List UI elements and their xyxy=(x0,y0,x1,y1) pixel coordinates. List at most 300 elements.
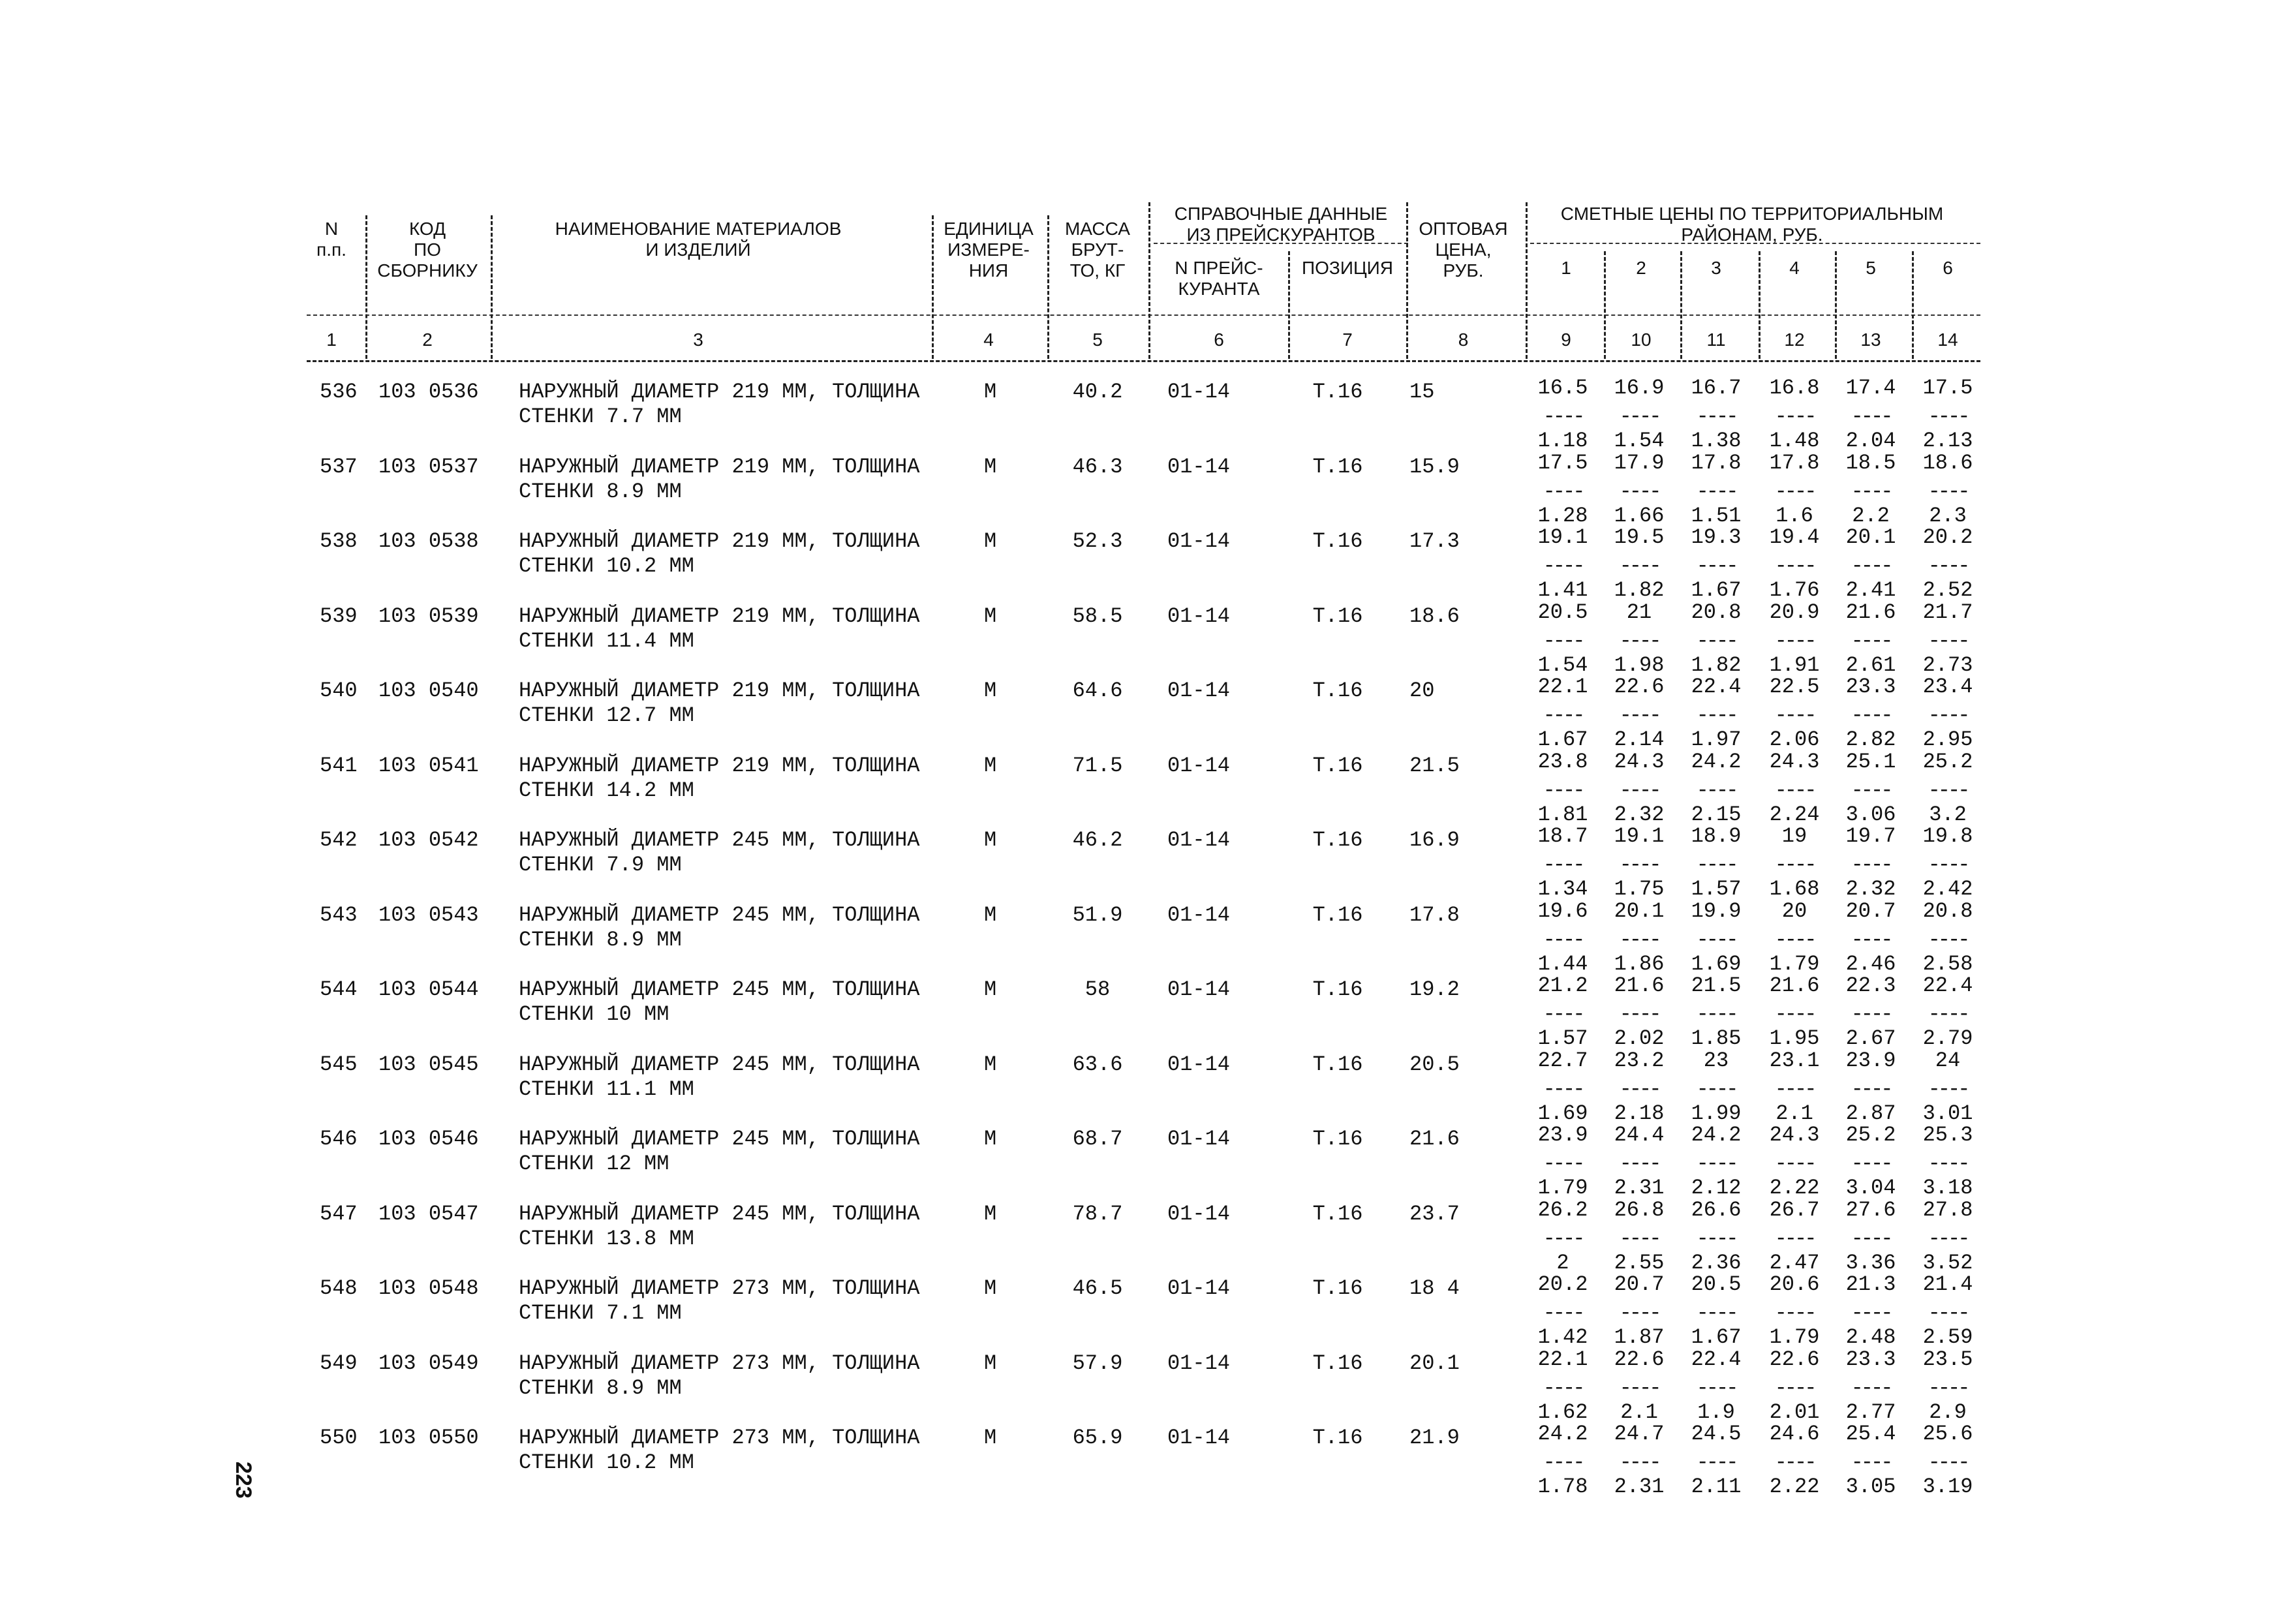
region-price-divider: ---- xyxy=(1543,778,1583,803)
region-price-divider: ---- xyxy=(1774,1450,1815,1475)
region-price-divider: ---- xyxy=(1928,1227,1968,1251)
region-price-divider: ---- xyxy=(1774,1152,1815,1176)
region-price-divider: ---- xyxy=(1696,853,1736,877)
region-price-top: 23.3 xyxy=(1845,1347,1896,1371)
region-price-divider: ---- xyxy=(1928,1152,1968,1176)
region-price-top: 23.2 xyxy=(1614,1049,1665,1073)
region-price-top: 22.1 xyxy=(1537,675,1588,699)
region-price-top: 20.5 xyxy=(1537,600,1588,624)
region-price-top: 25.6 xyxy=(1922,1422,1973,1446)
region-price-top: 18.6 xyxy=(1922,451,1973,475)
region-price-bottom: 2.14 xyxy=(1614,728,1665,752)
col-num-11: 11 xyxy=(1706,329,1726,350)
region-price-divider: ---- xyxy=(1696,629,1736,653)
region-price-bottom: 2.22 xyxy=(1769,1475,1820,1499)
row-unit: М xyxy=(984,1351,997,1375)
row-unit: М xyxy=(984,455,997,479)
row-mass: 64.6 xyxy=(1072,679,1123,703)
region-price-top: 20.7 xyxy=(1845,899,1896,923)
header-vline xyxy=(1047,215,1049,359)
row-number: 550 xyxy=(320,1426,358,1450)
region-price-bottom: 2 xyxy=(1556,1251,1569,1275)
row-pricelist: 01-14 xyxy=(1167,380,1230,404)
region-price-top: 18.9 xyxy=(1691,824,1742,848)
region-price-top: 27.6 xyxy=(1845,1198,1896,1222)
col-num-9: 9 xyxy=(1561,329,1571,350)
row-position: Т.16 xyxy=(1312,604,1363,628)
region-price-top: 21.7 xyxy=(1922,600,1973,624)
region-price-divider: ---- xyxy=(1696,1227,1736,1251)
row-mass: 58.5 xyxy=(1072,604,1123,628)
row-unit: М xyxy=(984,604,997,628)
header-region-1: 1 xyxy=(1561,258,1571,278)
region-price-top: 23 xyxy=(1703,1049,1729,1073)
region-price-bottom: 2.58 xyxy=(1922,952,1973,976)
region-price-divider: ---- xyxy=(1619,1152,1659,1176)
region-price-bottom: 2.79 xyxy=(1922,1026,1973,1050)
region-price-top: 23.1 xyxy=(1769,1049,1820,1073)
row-name-line2: СТЕНКИ 10.2 ММ xyxy=(519,554,694,578)
row-code: 103 0537 xyxy=(378,455,479,479)
row-position: Т.16 xyxy=(1312,1276,1363,1300)
region-price-bottom: 2.3 xyxy=(1929,504,1967,528)
region-price-divider: ---- xyxy=(1619,629,1659,653)
region-price-divider: ---- xyxy=(1696,703,1736,728)
region-price-top: 22.6 xyxy=(1614,675,1665,699)
header-col-unit: ЕДИНИЦА ИЗМЕРЕ- НИЯ xyxy=(944,219,1034,281)
region-price-bottom: 1.66 xyxy=(1614,504,1665,528)
col-num-13: 13 xyxy=(1860,329,1881,350)
ref-group-divider xyxy=(1154,243,1408,244)
region-price-bottom: 2.87 xyxy=(1845,1101,1896,1126)
region-price-divider: ---- xyxy=(1696,1301,1736,1325)
region-price-bottom: 1.67 xyxy=(1537,728,1588,752)
region-price-divider: ---- xyxy=(1774,703,1815,728)
col-num-3: 3 xyxy=(693,329,703,350)
region-price-bottom: 1.67 xyxy=(1691,1325,1742,1349)
header-divider xyxy=(307,314,1980,316)
row-position: Т.16 xyxy=(1312,380,1363,404)
row-position: Т.16 xyxy=(1312,903,1363,927)
row-name-line1: НАРУЖНЫЙ ДИАМЕТР 245 ММ, ТОЛЩИНА xyxy=(519,1052,920,1077)
region-price-divider: ---- xyxy=(1851,629,1891,653)
header-ref-group: СПРАВОЧНЫЕ ДАННЫЕ ИЗ ПРЕЙСКУРАНТОВ xyxy=(1174,204,1388,245)
row-name-line2: СТЕНКИ 7.9 ММ xyxy=(519,853,682,877)
row-wholesale-price: 20 xyxy=(1409,679,1435,703)
row-name-line2: СТЕНКИ 12 ММ xyxy=(519,1152,669,1176)
region-price-top: 21.5 xyxy=(1691,973,1742,998)
region-price-top: 23.4 xyxy=(1922,675,1973,699)
row-code: 103 0547 xyxy=(378,1202,479,1226)
row-mass: 51.9 xyxy=(1072,903,1123,927)
region-price-bottom: 2.32 xyxy=(1845,877,1896,901)
region-price-bottom: 1.87 xyxy=(1614,1325,1665,1349)
header-col-code: КОД ПО СБОРНИКУ xyxy=(377,219,478,281)
region-price-divider: ---- xyxy=(1928,480,1968,504)
row-position: Т.16 xyxy=(1312,754,1363,778)
row-name-line2: СТЕНКИ 8.9 ММ xyxy=(519,928,682,952)
region-price-bottom: 1.86 xyxy=(1614,952,1665,976)
row-code: 103 0536 xyxy=(378,380,479,404)
region-price-top: 26.8 xyxy=(1614,1198,1665,1222)
row-wholesale-price: 21.6 xyxy=(1409,1127,1460,1151)
row-position: Т.16 xyxy=(1312,679,1363,703)
region-price-top: 22.1 xyxy=(1537,1347,1588,1371)
region-price-divider: ---- xyxy=(1543,1301,1583,1325)
row-wholesale-price: 15.9 xyxy=(1409,455,1460,479)
row-position: Т.16 xyxy=(1312,1127,1363,1151)
region-price-divider: ---- xyxy=(1928,405,1968,429)
row-mass: 57.9 xyxy=(1072,1351,1123,1375)
col-num-8: 8 xyxy=(1458,329,1469,350)
header-region-group: СМЕТНЫЕ ЦЕНЫ ПО ТЕРРИТОРИАЛЬНЫМ РАЙОНАМ, РУБ. xyxy=(1560,204,1944,245)
row-wholesale-price: 18 4 xyxy=(1409,1276,1460,1300)
col-num-7: 7 xyxy=(1342,329,1353,350)
header-vline xyxy=(1148,202,1150,359)
region-price-top: 22.6 xyxy=(1614,1347,1665,1371)
region-price-top: 22.4 xyxy=(1691,1347,1742,1371)
row-number: 538 xyxy=(320,529,358,553)
region-price-top: 25.2 xyxy=(1845,1123,1896,1147)
region-price-top: 19.6 xyxy=(1537,899,1588,923)
row-wholesale-price: 15 xyxy=(1409,380,1435,404)
row-position: Т.16 xyxy=(1312,828,1363,852)
region-price-bottom: 1.97 xyxy=(1691,728,1742,752)
region-price-divider: ---- xyxy=(1696,480,1736,504)
header-vline xyxy=(1759,251,1761,359)
region-price-top: 16.8 xyxy=(1769,376,1820,400)
row-number: 545 xyxy=(320,1052,358,1077)
region-price-bottom: 3.01 xyxy=(1922,1101,1973,1126)
row-unit: М xyxy=(984,977,997,1002)
region-price-divider: ---- xyxy=(1543,1152,1583,1176)
region-price-divider: ---- xyxy=(1543,405,1583,429)
row-name-line1: НАРУЖНЫЙ ДИАМЕТР 219 ММ, ТОЛЩИНА xyxy=(519,455,920,479)
region-price-bottom: 2.13 xyxy=(1922,429,1973,453)
region-price-bottom: 2.46 xyxy=(1845,952,1896,976)
row-name-line1: НАРУЖНЫЙ ДИАМЕТР 219 ММ, ТОЛЩИНА xyxy=(519,679,920,703)
row-unit: М xyxy=(984,1127,997,1151)
row-code: 103 0545 xyxy=(378,1052,479,1077)
col-num-4: 4 xyxy=(983,329,994,350)
region-price-divider: ---- xyxy=(1619,405,1659,429)
row-name-line1: НАРУЖНЫЙ ДИАМЕТР 219 ММ, ТОЛЩИНА xyxy=(519,754,920,778)
region-price-divider: ---- xyxy=(1774,1376,1815,1400)
row-name-line1: НАРУЖНЫЙ ДИАМЕТР 245 ММ, ТОЛЩИНА xyxy=(519,1127,920,1151)
region-price-divider: ---- xyxy=(1696,928,1736,952)
region-price-divider: ---- xyxy=(1619,1077,1659,1101)
row-name-line2: СТЕНКИ 13.8 ММ xyxy=(519,1227,694,1251)
region-price-top: 21.6 xyxy=(1614,973,1665,998)
region-price-divider: ---- xyxy=(1696,1002,1736,1026)
region-price-divider: ---- xyxy=(1851,1077,1891,1101)
region-price-bottom: 2.2 xyxy=(1852,504,1890,528)
region-price-bottom: 2.47 xyxy=(1769,1251,1820,1275)
region-price-bottom: 1.54 xyxy=(1537,653,1588,677)
region-price-divider: ---- xyxy=(1696,1376,1736,1400)
region-price-top: 19.1 xyxy=(1537,525,1588,549)
row-unit: М xyxy=(984,754,997,778)
region-price-top: 24.7 xyxy=(1614,1422,1665,1446)
region-price-bottom: 2.24 xyxy=(1769,803,1820,827)
region-price-bottom: 2.32 xyxy=(1614,803,1665,827)
row-mass: 58 xyxy=(1084,977,1111,1002)
row-unit: М xyxy=(984,903,997,927)
region-price-bottom: 1.79 xyxy=(1769,952,1820,976)
region-price-divider: ---- xyxy=(1543,480,1583,504)
header-vline xyxy=(365,215,367,359)
region-price-top: 19.7 xyxy=(1845,824,1896,848)
row-code: 103 0538 xyxy=(378,529,479,553)
region-price-top: 27.8 xyxy=(1922,1198,1973,1222)
region-price-top: 17.8 xyxy=(1769,451,1820,475)
region-price-top: 20.7 xyxy=(1614,1272,1665,1296)
header-col-number: N п.п. xyxy=(316,219,346,260)
region-price-bottom: 1.18 xyxy=(1537,429,1588,453)
row-pricelist: 01-14 xyxy=(1167,1052,1230,1077)
region-price-bottom: 1.57 xyxy=(1691,877,1742,901)
col-num-1: 1 xyxy=(326,329,337,350)
region-price-bottom: 3.52 xyxy=(1922,1251,1973,1275)
region-price-bottom: 1.57 xyxy=(1537,1026,1588,1050)
region-price-top: 26.2 xyxy=(1537,1198,1588,1222)
region-price-top: 17.8 xyxy=(1691,451,1742,475)
row-unit: М xyxy=(984,679,997,703)
region-price-top: 20.9 xyxy=(1769,600,1820,624)
row-name-line2: СТЕНКИ 11.4 ММ xyxy=(519,629,694,653)
region-price-bottom: 1.85 xyxy=(1691,1026,1742,1050)
region-price-divider: ---- xyxy=(1851,1152,1891,1176)
region-price-divider: ---- xyxy=(1543,1227,1583,1251)
region-price-divider: ---- xyxy=(1928,853,1968,877)
region-price-bottom: 3.19 xyxy=(1922,1475,1973,1499)
region-price-top: 16.9 xyxy=(1614,376,1665,400)
row-mass: 46.3 xyxy=(1072,455,1123,479)
row-wholesale-price: 20.5 xyxy=(1409,1052,1460,1077)
row-name-line1: НАРУЖНЫЙ ДИАМЕТР 245 ММ, ТОЛЩИНА xyxy=(519,977,920,1002)
region-price-top: 23.3 xyxy=(1845,675,1896,699)
row-pricelist: 01-14 xyxy=(1167,1351,1230,1375)
row-wholesale-price: 19.2 xyxy=(1409,977,1460,1002)
region-price-bottom: 2.95 xyxy=(1922,728,1973,752)
row-name-line1: НАРУЖНЫЙ ДИАМЕТР 273 ММ, ТОЛЩИНА xyxy=(519,1426,920,1450)
region-price-divider: ---- xyxy=(1851,1002,1891,1026)
region-price-divider: ---- xyxy=(1851,480,1891,504)
region-price-divider: ---- xyxy=(1928,1450,1968,1475)
row-mass: 68.7 xyxy=(1072,1127,1123,1151)
body-top-divider xyxy=(307,360,1980,362)
region-price-divider: ---- xyxy=(1928,703,1968,728)
row-number: 541 xyxy=(320,754,358,778)
row-unit: М xyxy=(984,529,997,553)
row-unit: М xyxy=(984,1276,997,1300)
region-price-divider: ---- xyxy=(1619,1376,1659,1400)
col-num-10: 10 xyxy=(1631,329,1652,350)
region-price-top: 21.2 xyxy=(1537,973,1588,998)
row-number: 542 xyxy=(320,828,358,852)
region-price-top: 16.7 xyxy=(1691,376,1742,400)
region-price-top: 21.6 xyxy=(1845,600,1896,624)
row-unit: М xyxy=(984,1202,997,1226)
region-price-divider: ---- xyxy=(1851,928,1891,952)
region-price-bottom: 2.31 xyxy=(1614,1475,1665,1499)
region-price-top: 16.5 xyxy=(1537,376,1588,400)
row-number: 540 xyxy=(320,679,358,703)
region-price-divider: ---- xyxy=(1774,778,1815,803)
region-price-divider: ---- xyxy=(1543,703,1583,728)
row-unit: М xyxy=(984,828,997,852)
region-price-divider: ---- xyxy=(1928,1002,1968,1026)
region-price-top: 18.7 xyxy=(1537,824,1588,848)
region-price-top: 19.8 xyxy=(1922,824,1973,848)
region-price-bottom: 2.1 xyxy=(1776,1101,1813,1126)
region-price-divider: ---- xyxy=(1543,554,1583,578)
region-price-divider: ---- xyxy=(1543,1450,1583,1475)
region-price-top: 24.3 xyxy=(1769,750,1820,774)
row-unit: М xyxy=(984,380,997,404)
region-price-top: 20.2 xyxy=(1922,525,1973,549)
region-price-bottom: 1.68 xyxy=(1769,877,1820,901)
row-name-line1: НАРУЖНЫЙ ДИАМЕТР 273 ММ, ТОЛЩИНА xyxy=(519,1276,920,1300)
region-price-bottom: 1.79 xyxy=(1769,1325,1820,1349)
col-num-2: 2 xyxy=(422,329,433,350)
region-price-bottom: 2.31 xyxy=(1614,1176,1665,1200)
region-price-bottom: 2.11 xyxy=(1691,1475,1742,1499)
row-wholesale-price: 23.7 xyxy=(1409,1202,1460,1226)
region-price-divider: ---- xyxy=(1774,480,1815,504)
row-name-line1: НАРУЖНЫЙ ДИАМЕТР 219 ММ, ТОЛЩИНА xyxy=(519,529,920,553)
region-price-divider: ---- xyxy=(1619,703,1659,728)
row-name-line2: СТЕНКИ 8.9 ММ xyxy=(519,1376,682,1400)
region-price-top: 21.3 xyxy=(1845,1272,1896,1296)
row-wholesale-price: 18.6 xyxy=(1409,604,1460,628)
region-price-divider: ---- xyxy=(1928,1301,1968,1325)
col-num-12: 12 xyxy=(1784,329,1805,350)
region-price-bottom: 3.2 xyxy=(1929,803,1967,827)
row-number: 548 xyxy=(320,1276,358,1300)
page-number: 223 xyxy=(231,1462,256,1499)
row-pricelist: 01-14 xyxy=(1167,828,1230,852)
region-price-bottom: 1.62 xyxy=(1537,1400,1588,1424)
region-price-bottom: 2.55 xyxy=(1614,1251,1665,1275)
row-mass: 65.9 xyxy=(1072,1426,1123,1450)
region-price-bottom: 2.42 xyxy=(1922,877,1973,901)
row-wholesale-price: 17.8 xyxy=(1409,903,1460,927)
row-code: 103 0546 xyxy=(378,1127,479,1151)
region-price-divider: ---- xyxy=(1619,1450,1659,1475)
row-mass: 46.2 xyxy=(1072,828,1123,852)
header-region-5: 5 xyxy=(1866,258,1876,278)
region-price-bottom: 1.38 xyxy=(1691,429,1742,453)
region-price-top: 23.5 xyxy=(1922,1347,1973,1371)
region-price-top: 20.6 xyxy=(1769,1272,1820,1296)
region-price-divider: ---- xyxy=(1928,554,1968,578)
row-name-line2: СТЕНКИ 8.9 ММ xyxy=(519,480,682,504)
region-price-top: 24.2 xyxy=(1691,1123,1742,1147)
region-price-bottom: 2.67 xyxy=(1845,1026,1896,1050)
region-price-top: 26.6 xyxy=(1691,1198,1742,1222)
region-price-bottom: 3.04 xyxy=(1845,1176,1896,1200)
region-price-bottom: 1.6 xyxy=(1776,504,1813,528)
header-vline xyxy=(1835,251,1837,359)
region-price-divider: ---- xyxy=(1696,1077,1736,1101)
region-price-top: 17.4 xyxy=(1845,376,1896,400)
region-price-bottom: 2.77 xyxy=(1845,1400,1896,1424)
region-price-bottom: 2.82 xyxy=(1845,728,1896,752)
region-price-divider: ---- xyxy=(1543,629,1583,653)
row-name-line2: СТЕНКИ 7.1 ММ xyxy=(519,1301,682,1325)
row-pricelist: 01-14 xyxy=(1167,903,1230,927)
header-col-mass: МАССА БРУТ- ТО, КГ xyxy=(1065,219,1130,281)
row-pricelist: 01-14 xyxy=(1167,1426,1230,1450)
row-code: 103 0549 xyxy=(378,1351,479,1375)
row-wholesale-price: 20.1 xyxy=(1409,1351,1460,1375)
row-code: 103 0539 xyxy=(378,604,479,628)
region-price-bottom: 2.15 xyxy=(1691,803,1742,827)
region-price-bottom: 2.48 xyxy=(1845,1325,1896,1349)
row-code: 103 0544 xyxy=(378,977,479,1002)
region-price-top: 25.1 xyxy=(1845,750,1896,774)
region-price-top: 22.4 xyxy=(1691,675,1742,699)
header-col-pricelist: N ПРЕЙС- КУРАНТА xyxy=(1175,258,1263,299)
region-price-bottom: 1.42 xyxy=(1537,1325,1588,1349)
region-price-divider: ---- xyxy=(1851,1376,1891,1400)
region-price-divider: ---- xyxy=(1928,778,1968,803)
row-wholesale-price: 21.9 xyxy=(1409,1426,1460,1450)
row-mass: 40.2 xyxy=(1072,380,1123,404)
region-price-bottom: 2.18 xyxy=(1614,1101,1665,1126)
row-position: Т.16 xyxy=(1312,1052,1363,1077)
row-name-line1: НАРУЖНЫЙ ДИАМЕТР 245 ММ, ТОЛЩИНА xyxy=(519,1202,920,1226)
region-price-divider: ---- xyxy=(1928,928,1968,952)
region-price-bottom: 1.98 xyxy=(1614,653,1665,677)
region-price-divider: ---- xyxy=(1619,1002,1659,1026)
region-price-top: 22.5 xyxy=(1769,675,1820,699)
region-price-bottom: 1.28 xyxy=(1537,504,1588,528)
region-price-bottom: 1.82 xyxy=(1614,578,1665,602)
region-price-top: 20.1 xyxy=(1845,525,1896,549)
row-pricelist: 01-14 xyxy=(1167,754,1230,778)
region-price-divider: ---- xyxy=(1851,405,1891,429)
row-number: 537 xyxy=(320,455,358,479)
region-price-bottom: 1.44 xyxy=(1537,952,1588,976)
region-price-bottom: 1.91 xyxy=(1769,653,1820,677)
header-region-3: 3 xyxy=(1711,258,1721,278)
region-price-bottom: 1.75 xyxy=(1614,877,1665,901)
row-unit: М xyxy=(984,1426,997,1450)
region-price-divider: ---- xyxy=(1696,405,1736,429)
region-price-divider: ---- xyxy=(1774,1301,1815,1325)
region-price-bottom: 1.78 xyxy=(1537,1475,1588,1499)
region-price-divider: ---- xyxy=(1696,554,1736,578)
region-price-top: 22.7 xyxy=(1537,1049,1588,1073)
region-price-divider: ---- xyxy=(1928,1376,1968,1400)
region-price-divider: ---- xyxy=(1619,480,1659,504)
region-price-top: 26.7 xyxy=(1769,1198,1820,1222)
row-pricelist: 01-14 xyxy=(1167,977,1230,1002)
region-price-bottom: 1.48 xyxy=(1769,429,1820,453)
region-price-top: 25.4 xyxy=(1845,1422,1896,1446)
header-vline xyxy=(932,215,934,359)
region-price-divider: ---- xyxy=(1851,853,1891,877)
row-pricelist: 01-14 xyxy=(1167,1202,1230,1226)
row-number: 539 xyxy=(320,604,358,628)
region-price-top: 24.3 xyxy=(1769,1123,1820,1147)
region-price-bottom: 1.51 xyxy=(1691,504,1742,528)
region-price-top: 17.5 xyxy=(1537,451,1588,475)
region-price-bottom: 2.41 xyxy=(1845,578,1896,602)
header-vline xyxy=(1604,251,1606,359)
